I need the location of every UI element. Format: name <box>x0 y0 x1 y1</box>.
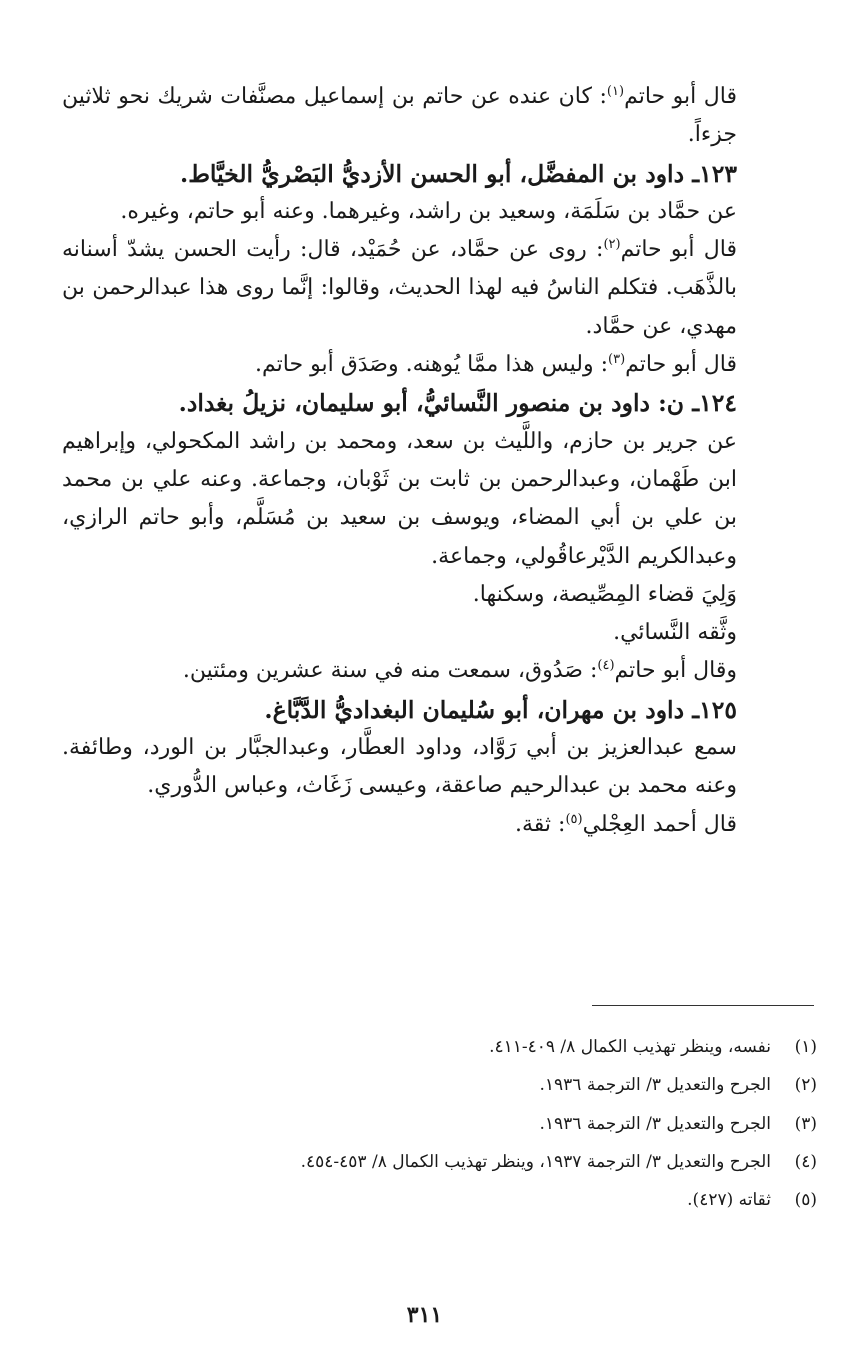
paragraph: وَلِيَ قضاء المِصِّيصة، وسكنها. <box>472 581 737 607</box>
footnote-item <box>120 1066 817 1104</box>
footnote-item <box>120 1028 817 1066</box>
footnote-text: الجرح والتعديل ٣/ الترجمة ١٩٣٦. <box>539 1075 771 1096</box>
paragraph: وثَّقه النَّسائي. <box>613 620 737 646</box>
footnote-item <box>120 1143 817 1181</box>
footnote-text: الجرح والتعديل ٣/ الترجمة ١٩٣٦. <box>539 1113 771 1134</box>
paragraph: قال أبو حاتم$^{(١)}$: كان عنده عن حاتم بن إسماعيل مصنَّفات شريك نحو ثلاثين جزءاً. <box>62 84 738 148</box>
page-number: ٣١١ <box>406 1302 443 1328</box>
footnote-text: الجرح والتعديل ٣/ الترجمة ١٩٣٧، وينظر تهذيب الكمال ٨/ ٤٥٣-٤٥٤. <box>300 1151 771 1172</box>
footnote-ref[interactable]: (٥) <box>565 811 583 827</box>
paragraph: قال أبو حاتم$^{(٢)}$: روى عن حمَّاد، عن حُمَيْد، قال: رأيت الحسن يشدّ أسنانه بالذَّهَب. فتكلم الناسُ فيه لهذا الحديث، وقالوا: إنَّما روى هذا عبدالرحمن بن مهدي، عن حمَّاد. <box>62 237 738 339</box>
footnote-ref[interactable]: (١) <box>606 84 625 99</box>
paragraph: عن حمَّاد بن سَلَمَة، وسعيد بن راشد، وغيرهما. وعنه أبو حاتم، وغيره. <box>120 198 737 224</box>
paragraph: سمع عبدالعزيز بن أبي رَوَّاد، وداود العطَّار، وعبدالجبَّار بن الورد، وطائفة. وعنه محمد بن عبدالرحيم صاعقة، وعيسى زَغَاث، وعباس الدُّوري. <box>62 735 737 799</box>
footnote-ref[interactable]: (٤) <box>597 658 615 674</box>
footnotes-list <box>120 1028 817 1219</box>
footnote-number: (١) <box>794 1037 817 1057</box>
footnote-divider <box>592 1005 814 1006</box>
footnote-number: (٣) <box>794 1113 817 1134</box>
main-text <box>62 78 767 844</box>
entry-heading-124: ١٢٤ـ ن: داود بن منصور النَّسائيُّ، أبو سليمان، نزيلُ بغداد. <box>178 389 737 418</box>
entry-heading-125: ١٢٥ـ داود بن مهران، أبو سُليمان البغداديُّ الدَّبَّاغ. <box>264 695 737 724</box>
paragraph: قال أبو حاتم$^{(٣)}$: وليس هذا ممَّا يُوهنه. وصَدَق أبو حاتم. <box>255 352 737 378</box>
footnote-item <box>120 1181 817 1219</box>
entry-heading-123: ١٢٣ـ داود بن المفضَّل، أبو الحسن الأزديُّ البَصْريُّ الخيَّاط. <box>180 159 737 188</box>
footnote-ref[interactable]: (٣) <box>608 352 626 368</box>
paragraph: عن جرير بن حازم، واللَّيث بن سعد، ومحمد بن راشد المكحولي، وإبراهيم ابن طَهْمان، وعبدالرحمن بن ثابت بن ثَوْبان، وجماعة. وعنه علي بن محمد بن علي بن أبي المضاء، ويوسف بن سعيد بن مُسَلَّم، وأبو حاتم الرازي، وعبدالكريم الدَّيْرعاقُولي، وجماعة. <box>62 428 737 569</box>
footnote-number: (٥) <box>794 1190 817 1211</box>
footnote-text: نفسه، وينظر تهذيب الكمال ٨/ ٤٠٩-٤١١. <box>489 1037 771 1057</box>
footnote-text: ثقاته (٤٢٧). <box>687 1190 771 1211</box>
paragraph: قال أحمد العِجْلي$^{(٥)}$: ثقة. <box>514 811 737 837</box>
footnote-item <box>120 1105 817 1143</box>
paragraph: وقال أبو حاتم$^{(٤)}$: صَدُوق، سمعت منه في سنة عشرين ومئتين. <box>182 658 737 684</box>
footnote-number: (٢) <box>794 1075 817 1096</box>
footnote-ref[interactable]: (٢) <box>603 237 621 253</box>
footnote-number: (٤) <box>794 1151 817 1172</box>
